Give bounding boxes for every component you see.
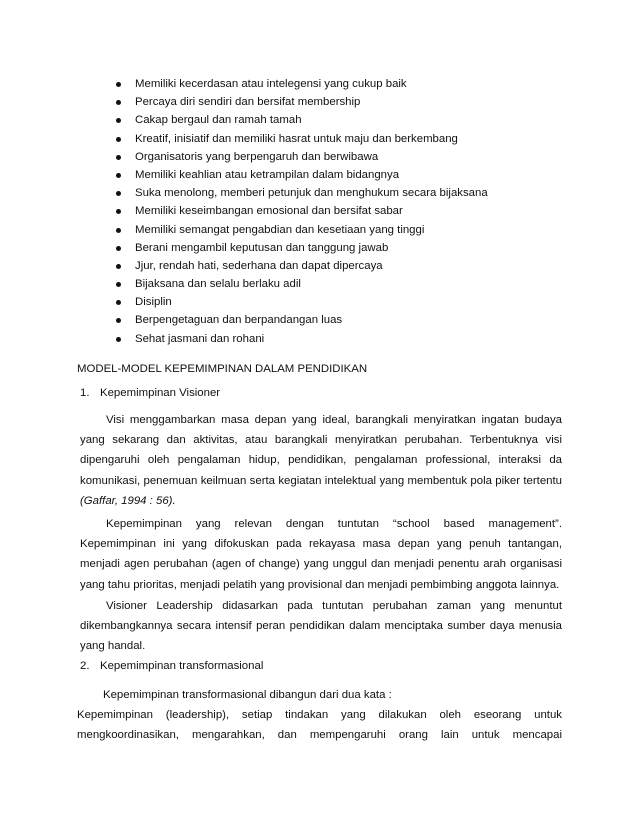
paragraph-line: mengkoordinasikan, mengarahkan, dan mempengaruhi orang lain untuk mencapai bbox=[77, 729, 562, 742]
bullet-icon bbox=[116, 155, 121, 160]
bullet-icon bbox=[116, 228, 121, 233]
subsection-title: Kepemimpinan transformasional bbox=[100, 660, 264, 672]
list-item-text: Sehat jasmani dan rohani bbox=[135, 332, 265, 345]
list-item bbox=[0, 293, 488, 311]
list-item-text: Jjur, rendah hati, sederhana dan dapat dipercaya bbox=[135, 259, 383, 272]
list-item bbox=[0, 311, 488, 329]
list-item-text: Cakap bergaul dan ramah tamah bbox=[135, 114, 302, 127]
subsection-heading-visioner bbox=[80, 384, 220, 402]
paragraph-text: Visioner Leadership didasarkan pada tuntutan perubahan zaman yang menuntut dikembangkannya secara intensif peran pendidikan dalam menciptaka sumber daya menusia yang handal. bbox=[80, 600, 562, 653]
bullet-icon bbox=[116, 173, 121, 178]
bullet-icon bbox=[116, 137, 121, 142]
bullet-icon bbox=[116, 337, 121, 342]
list-item-text: Disiplin bbox=[135, 296, 172, 309]
bullet-icon bbox=[116, 209, 121, 214]
list-item bbox=[0, 148, 488, 166]
paragraph-visioner-leadership bbox=[80, 596, 562, 657]
citation: (Gaffar, 1994 : 56). bbox=[80, 494, 176, 507]
bullet-icon bbox=[116, 246, 121, 251]
list-item-text: Berani mengambil keputusan dan tanggung jawab bbox=[135, 241, 389, 254]
list-item bbox=[0, 130, 488, 148]
list-item bbox=[0, 166, 488, 184]
bullet-icon bbox=[116, 264, 121, 269]
subsection-heading-transformasional bbox=[80, 657, 263, 675]
paragraph-text: Kepemimpinan yang relevan dengan tuntutan “school based management”. Kepemimpinan ini yang difokuskan pada rekayasa masa depan yang penuh tantangan, menjadi agen perubahan (agen of change) yang unggul dan menjadi penentu arah organisasi yang tahu prioritas, menjadi pelatih yang provisional dan menjadi pembimbing anggota lainnya. bbox=[80, 518, 562, 591]
list-item bbox=[0, 239, 488, 257]
list-item-text: Memiliki keseimbangan emosional dan bersifat sabar bbox=[135, 205, 403, 218]
leader-traits-list bbox=[0, 75, 488, 348]
subsection-number: 1. bbox=[80, 387, 90, 399]
list-item-text: Organisatoris yang berpengaruh dan berwibawa bbox=[135, 150, 379, 163]
paragraph-relevan bbox=[80, 514, 562, 595]
paragraph-visi bbox=[80, 410, 562, 511]
bullet-icon bbox=[116, 300, 121, 305]
paragraph-intro-line bbox=[77, 685, 562, 705]
paragraph-transformasional bbox=[77, 685, 562, 746]
list-item-text: Kreatif, inisiatif dan memiliki hasrat untuk maju dan berkembang bbox=[135, 132, 458, 145]
list-item-text: Bijaksana dan selalu berlaku adil bbox=[135, 278, 301, 291]
bullet-icon bbox=[116, 82, 121, 87]
list-item bbox=[0, 75, 488, 93]
list-item-text: Suka menolong, memberi petunjuk dan menghukum secara bijaksana bbox=[135, 187, 488, 200]
bullet-icon bbox=[116, 100, 121, 105]
paragraph-text: Visi menggambarkan masa depan yang ideal, barangkali menyiratkan ingatan budaya yang sekarang dan aktivitas, atau barangkali menyiratkan perubahan. Terbentuknya visi dipengaruhi oleh pengalaman hidup, pendidikan, pengalaman professional, interaksi da komunikasi, penemuan keilmuan serta kegiatan intelektual yang membentuk pola piker tertentu bbox=[80, 414, 562, 487]
section-title: MODEL-MODEL KEPEMIMPINAN DALAM PENDIDIKAN bbox=[77, 363, 368, 375]
list-item bbox=[0, 202, 488, 220]
list-item-text: Berpengetaguan dan berpandangan luas bbox=[135, 314, 343, 327]
list-item bbox=[0, 184, 488, 202]
list-item bbox=[0, 275, 488, 293]
paragraph-text: Kepemimpinan transformasional dibangun dari dua kata : bbox=[103, 689, 392, 701]
list-item-text: Memiliki kecerdasan atau intelegensi yang cukup baik bbox=[135, 78, 407, 90]
paragraph-line: Kepemimpinan (leadership), setiap tindakan yang dilakukan oleh eseorang untuk bbox=[77, 709, 562, 722]
list-item-text: Percaya diri sendiri dan bersifat membership bbox=[135, 96, 361, 109]
bullet-icon bbox=[116, 118, 121, 123]
list-item bbox=[0, 221, 488, 239]
list-item bbox=[0, 93, 488, 111]
list-item bbox=[0, 111, 488, 129]
subsection-title: Kepemimpinan Visioner bbox=[100, 387, 221, 399]
subsection-number: 2. bbox=[80, 660, 90, 672]
bullet-icon bbox=[116, 191, 121, 196]
bullet-icon bbox=[116, 282, 121, 287]
list-item bbox=[0, 330, 488, 348]
list-item-text: Memiliki semangat pengabdian dan kesetiaan yang tinggi bbox=[135, 223, 425, 236]
list-item bbox=[0, 257, 488, 275]
bullet-icon bbox=[116, 318, 121, 323]
list-item-text: Memiliki keahlian atau ketrampilan dalam bidangnya bbox=[135, 168, 400, 181]
